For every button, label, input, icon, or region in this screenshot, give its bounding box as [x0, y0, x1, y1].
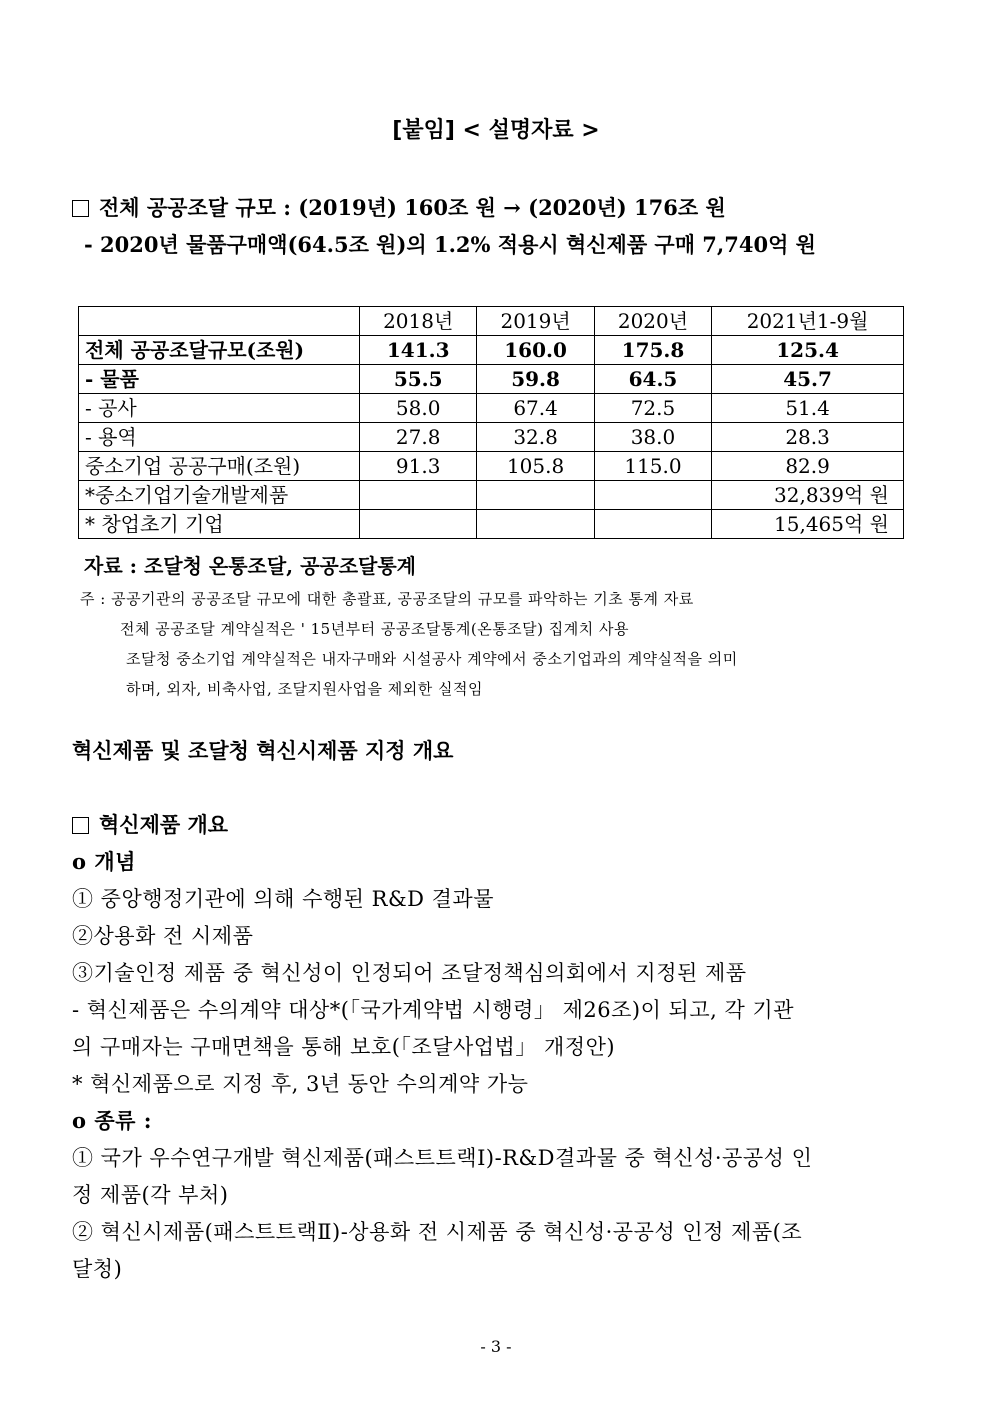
summary-line-2: - 2020년 물품구매액(64.5조 원)의 1.2% 적용시 혁신제품 구매 7,740억 원	[84, 232, 816, 257]
table-cell: 58.0	[360, 394, 477, 423]
table-cell	[360, 481, 477, 510]
table-cell: 27.8	[360, 423, 477, 452]
summary-text-1: 전체 공공조달 규모 : (2019년) 160조 원 → (2020년) 176조 원	[99, 195, 726, 220]
row-label: - 물품	[79, 365, 360, 394]
table-row	[79, 394, 904, 423]
table-header-cell: 2019년	[477, 307, 594, 336]
table-cell: 115.0	[594, 452, 711, 481]
table-cell	[360, 510, 477, 539]
table-cell: 72.5	[594, 394, 711, 423]
concept-heading: o 개념	[72, 849, 136, 874]
body-line: - 혁신제품은 수의계약 대상*(「국가계약법 시행령」 제26조)이 되고, 각 기관	[72, 998, 795, 1022]
section-heading: 혁신제품 및 조달청 혁신시제품 지정 개요	[72, 739, 454, 763]
table-cell: 32.8	[477, 423, 594, 452]
table-cell	[594, 481, 711, 510]
table-source: 자료 : 조달청 온통조달, 공공조달통계	[84, 554, 416, 578]
summary-line-1	[72, 192, 726, 222]
table-row	[79, 510, 904, 539]
checkbox-square-icon	[72, 817, 89, 834]
note-line-3: 조달청 중소기업 계약실적은 내자구매와 시설공사 계약에서 중소기업과의 계약실적을 의미	[126, 650, 738, 668]
table-cell: 105.8	[477, 452, 594, 481]
table-cell: 59.8	[477, 365, 594, 394]
body-line: 달청)	[72, 1257, 123, 1281]
table-header-cell: 2020년	[594, 307, 711, 336]
body-line: ① 국가 우수연구개발 혁신제품(패스트트랙Ⅰ)-R&D결과물 중 혁신성·공공성 인	[72, 1146, 813, 1170]
note-line-4: 하며, 외자, 비축사업, 조달지원사업을 제외한 실적임	[126, 680, 483, 698]
document-title: [붙임] < 설명자료 >	[392, 118, 600, 143]
body-line: 정 제품(각 부처)	[72, 1183, 229, 1207]
table-cell: 82.9	[712, 452, 904, 481]
row-label: 전체 공공조달규모(조원)	[79, 336, 360, 365]
table-cell: 32,839억 원	[712, 481, 904, 510]
table-cell: 45.7	[712, 365, 904, 394]
table-header-cell	[79, 307, 360, 336]
table-row	[79, 365, 904, 394]
table-cell: 160.0	[477, 336, 594, 365]
body-line: ① 중앙행정기관에 의해 수행된 R&D 결과물	[72, 887, 495, 911]
table-cell: 91.3	[360, 452, 477, 481]
table-cell: 141.3	[360, 336, 477, 365]
row-label: - 공사	[79, 394, 360, 423]
table-cell: 38.0	[594, 423, 711, 452]
body-line: ②상용화 전 시제품	[72, 924, 254, 948]
overview-heading	[72, 809, 228, 839]
table-cell: 175.8	[594, 336, 711, 365]
table-header-cell: 2021년1-9월	[712, 307, 904, 336]
table-cell: 15,465억 원	[712, 510, 904, 539]
page-number: - 3 -	[480, 1337, 512, 1356]
row-label: - 용역	[79, 423, 360, 452]
body-line: ③기술인정 제품 중 혁신성이 인정되어 조달정책심의회에서 지정된 제품	[72, 961, 747, 985]
note-line-1: 주 : 공공기관의 공공조달 규모에 대한 총괄표, 공공조달의 규모를 파악하는 기초 통계 자료	[80, 590, 694, 608]
table-header-row	[79, 307, 904, 336]
table-row	[79, 452, 904, 481]
table-row	[79, 423, 904, 452]
overview-heading-text: 혁신제품 개요	[99, 813, 229, 837]
table-cell: 125.4	[712, 336, 904, 365]
table-cell: 55.5	[360, 365, 477, 394]
table-cell: 51.4	[712, 394, 904, 423]
procurement-table	[78, 306, 904, 539]
table-cell	[477, 510, 594, 539]
row-label: * 창업초기 기업	[79, 510, 360, 539]
table-cell: 67.4	[477, 394, 594, 423]
checkbox-square-icon	[72, 200, 89, 217]
types-heading: o 종류 :	[72, 1108, 152, 1133]
table-cell: 28.3	[712, 423, 904, 452]
note-line-2: 전체 공공조달 계약실적은 ' 15년부터 공공조달통계(온통조달) 집계치 사용	[120, 620, 630, 638]
body-line: ② 혁신시제품(패스트트랙Ⅱ)-상용화 전 시제품 중 혁신성·공공성 인정 제품(조	[72, 1220, 803, 1244]
table-header-cell: 2018년	[360, 307, 477, 336]
row-label: *중소기업기술개발제품	[79, 481, 360, 510]
body-line: 의 구매자는 구매면책을 통해 보호(「조달사업법」 개정안)	[72, 1035, 616, 1059]
table-cell	[594, 510, 711, 539]
table-cell	[477, 481, 594, 510]
row-label: 중소기업 공공구매(조원)	[79, 452, 360, 481]
body-line: * 혁신제품으로 지정 후, 3년 동안 수의계약 가능	[72, 1072, 529, 1096]
table-cell: 64.5	[594, 365, 711, 394]
table-row	[79, 336, 904, 365]
table-row	[79, 481, 904, 510]
